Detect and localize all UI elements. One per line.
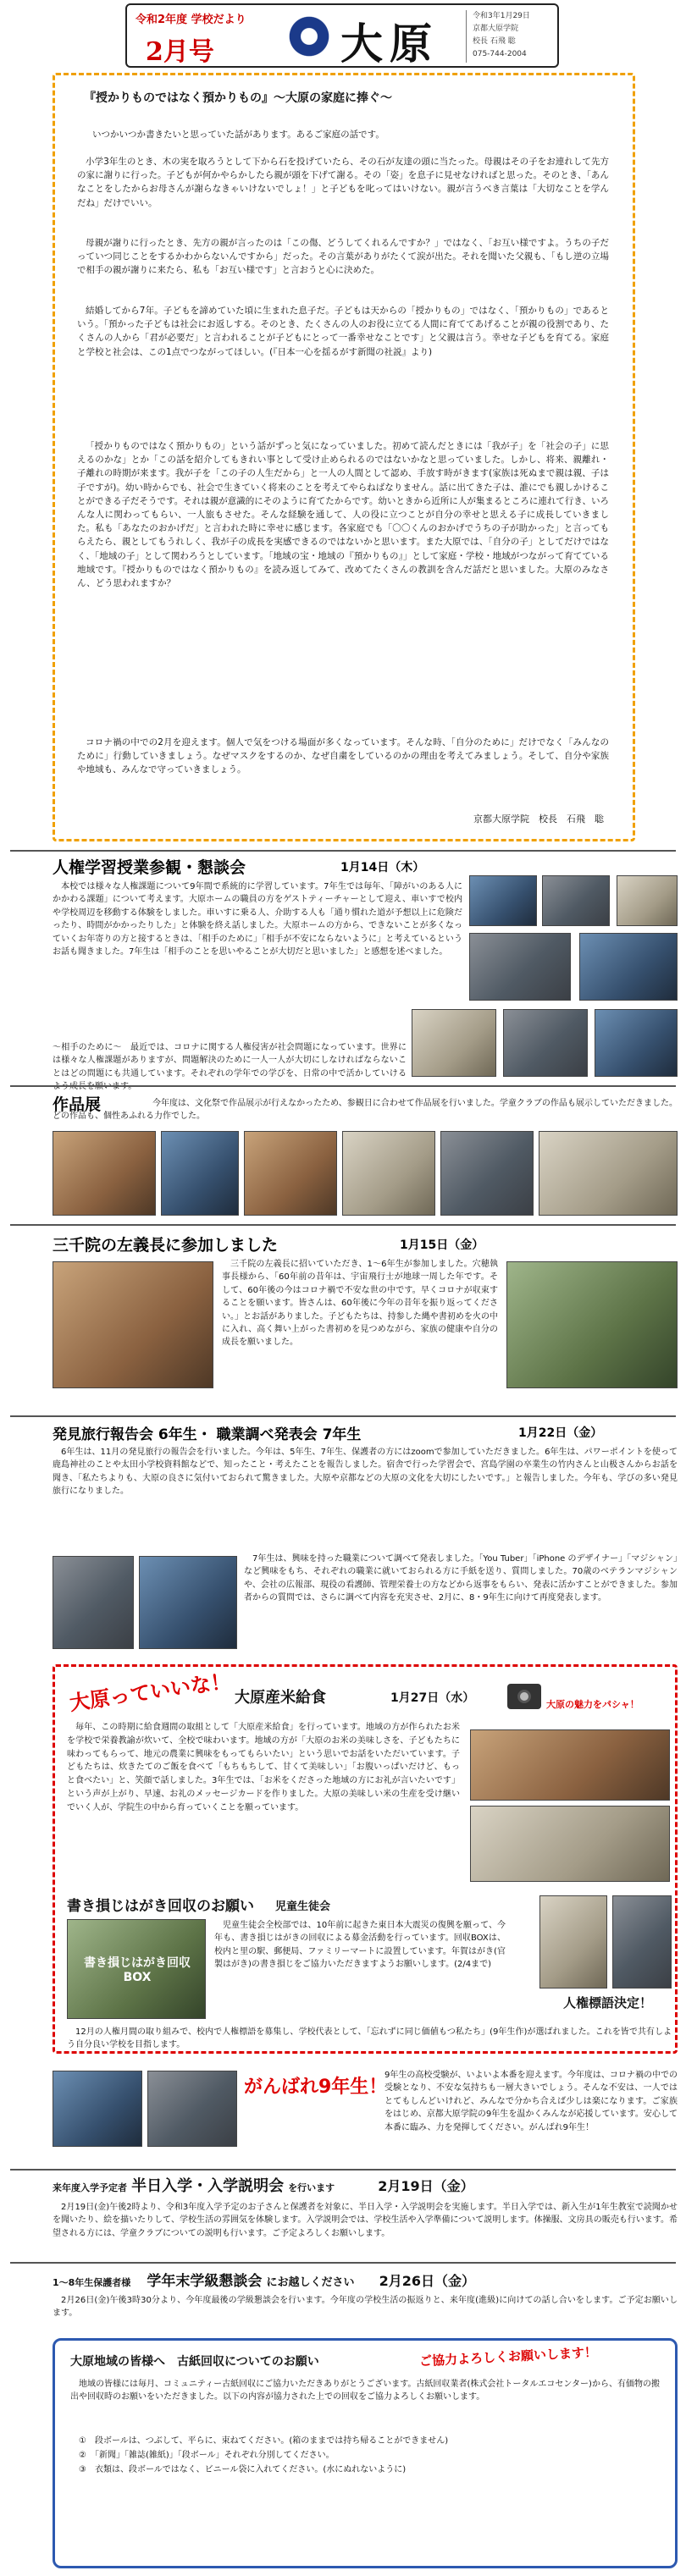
jinken-photo-6: [412, 1009, 496, 1077]
kondankai-date: 2月26日（金）: [379, 2273, 476, 2289]
jinken-photo-3: [617, 875, 678, 926]
hakken-body: 6年生は、11月の発見旅行の報告会を行いました。今年は、5年生、7年生、保護者の方にはzoomで参加していただきました。6年生は、パワーポイントを使って鹿島神社のことや太田小学校資料館などで、知ったこと・考えたことを報告しました。宿舎で行った学習会で、宮島学園の卒業生の竹内さんと山极さんからお話を聞き、「私たちよりも、大原の良さに気付いておられて驚きました。大原や京都などの大原の文化を大切にしたいです。」と報告しました。今年も、学びの多い発見旅行になりました。: [53, 1448, 678, 1497]
hannichi-title: 半日入学・入学説明会: [131, 2177, 285, 2195]
sanzenin-date: 1月15日（金）: [400, 1238, 484, 1252]
jinken-body-2: 〜相手のために〜 最近では、コロナに関する人権侵害が社会問題になっています。世界には様々な人権課題がありますが、問題解決のために一人一人が大切にしなければならないことはどの問題にも共通しています。それぞれの学年での学びを、日常の中で活かしていけるよう成長を願います。: [53, 1043, 407, 1092]
principal-essay-box: [53, 73, 635, 841]
hakken-body-2: 7年生は、興味を持った職業について調べて発表しました。「You Tuber」「iPhone のデザイナー」「マジシャン」など興味をもち、それぞれの職業に就いておられる方に手紙を送り、質問しました。70歳のベテランマジシャンや、会社の広報部、現役の看護師、管理栄養士の方などから返事をもらい、発表に活かすことができました。参加者からの質問では、さらに調べて内容を充実させ、2月に、8・9年生に向けて再度発表します。: [244, 1554, 678, 1603]
divider: [10, 850, 676, 852]
essay-paragraph: 「授かりものではなく預かりもの」という話がずっと気になっていました。初めて読んだときには「我が子」を「社会の子」に思えるのかな」とか「この話を紹介してもきれい事として受け止められるのではないかなと思っていました。しかし、将来、親離れ・子離れの時期が来ます。我が子を「この子の人生だから」と一人の人間として認め、手放す時がきます(家族は死ぬまで親は親、子は子ですが)。幼い時からでも、社会で生きていく将来のことを考えてやらねばなりません。話に出てきた子は、誰にでも親しかけることができる子だそうです。それは親が意識的にそのように育てたからです。幼いときから近所に人が集まるところに連れて行き、いろんな人に関わってもらい、一人旅もさせた。そんな経験を通して、人の役に立つことが自分の幸せと思える子に成長していきました。私も「あなたのおかげだ」と言われた時に幸せに感じます。各家庭でも「〇〇くんのおかげでうちの子が助かった」と言ってもらえたら、親としてもうれしく、我が子の成長を実感できるのではないかと思います。また大原では、「自分の子」としてだけではなく、「地域の子」として関わろうとしています。「地域の宝・地域の『預かりもの』」として家庭・学校・地域がつながって育てている地域です。『授かりものではなく預かりもの』を読み返してみて、改めてたくさんの教訓を含んだ話だと思いました。大原のみなさん、どう思われますか？: [77, 441, 609, 589]
kondankai-prefix: 1〜8年生保護者様: [53, 2277, 131, 2288]
essay-paragraph: 結婚してから7年。子どもを諦めていた頃に生まれた息子だ。子どもは天からの「授かりもの」ではなく、「預かりもの」であるという。「預かった子どもは社会にお返しする。そのとき、たくさんの人のお役に立てる人間に育ててあげることが親の役割であり、たくさんの人から「君が必要だ」と言われることが子どもにとって一番幸せなことです」と父親は言う。幸せな子どもを育てる。家庭と学校と社会は、この1点でつながってほしい。(『日本一心を揺るがす新聞の社説』より): [77, 306, 609, 357]
divider: [10, 1085, 676, 1087]
hagaki-photo: [67, 1919, 206, 2019]
month-label: 2月号: [146, 37, 214, 67]
essay-paragraph: 小学3年生のとき、木の実を取ろうとして下から石を投げていたら、その石が友達の頭に当たった。母親はその子をお連れして先方の家に謝りに行った。子どもが何かやらかしたら親が頭を下げて謝る。その「姿」を息子に見せなければと思った。そのとき、「あんなことをしたからお母さんが謝らなきゃいけないでしょ！」と子どもを叱ってはいけない。親が言うべき言葉は「大切なことを学んだね」だけでいい。: [77, 157, 609, 208]
divider: [10, 2169, 676, 2171]
hannichi-suffix: を行います: [288, 2182, 335, 2193]
local-news-box: [53, 1664, 678, 2054]
hannichi-prefix: 来年度入学予定者: [53, 2182, 127, 2193]
jinken-body: 本校では様々な人権課題について9年間で系統的に学習しています。7年生では毎年、「障がいのある人にかかわる課題」について考えます。大原ホームの職員の方をゲストティーチャーとして迎え、車いすで校内や学校周辺を移動する体験をしました。車いすに乗る人、介助する人も「通り慣れた道が予想以上に危険だったり、時間がかかったりした」と体験を終え話しました。大原ホームの方から、できないことが多くなっていくお年寄りの方と接するときは、「相手のために」「相手が不安にならないように」と考えているというお話も聞きました。7年生は「相手のことを思いやることが大切だと思いました」と感想を述べました。: [53, 882, 462, 957]
hagaki-body: 児童生徒会全校部では、10年前に起きた東日本大震災の復興を願って、今年も、書き損じはがきの回収による募金活動を行っています。回収BOXは、校内と里の駅、郵便局、ファミリーマートに設置しています。年賀はがき(官製はがき)の書き損じをご協力いただきますようお願いします。(2/4まで): [214, 1921, 506, 1970]
essay-title: 『授かりものではなく預かりもの』〜大原の家庭に捧ぐ〜: [84, 91, 392, 105]
hakken-photo-2: [139, 1556, 237, 1649]
phone-number: 075-744-2004: [473, 50, 527, 58]
ohara-photo-caption: 大原の魅力をパシャ！: [546, 1699, 639, 1710]
jinken-title: 人権学習授業参観・懇談会: [53, 858, 246, 877]
year-label: 令和2年度 学校だより: [136, 14, 246, 26]
sakuhin-photo-6: [539, 1131, 678, 1216]
sanzenin-title: 三千院の左義長に参加しました: [53, 1236, 279, 1255]
jinken-date: 1月14日（木）: [340, 861, 425, 874]
hannichi-date: 2月19日（金）: [378, 2178, 474, 2194]
hyogo-body: 12月の人権月間の取り組みで、校内で人権標語を募集し、学校代表として、「忘れずに同じ価値もつ私たち」(9年生作)が選ばれました。これを皆で共有しよう自分良い学校を目指します。: [67, 2027, 672, 2050]
principal-name: 校長 石飛 聡: [473, 37, 516, 46]
ohara-banner: 大原っていいな！: [68, 1669, 233, 1716]
issue-date: 令和3年1月29日: [473, 12, 530, 20]
sanzenin-photo-2: [506, 1261, 678, 1388]
hannichi-heading: [53, 2174, 678, 2198]
sakuhin-photo-1: [53, 1131, 156, 1216]
jinken-photo-1: [469, 875, 537, 926]
kyushoku-photo-2: [470, 1806, 670, 1882]
kondankai-heading: [53, 2269, 678, 2292]
essay-paragraph: コロナ禍の中での2月を迎えます。個人で気をつける場面が多くなっています。そんな時、「自分のために」だけでなく「みんなのために」行動していきましょう。なぜマスクをするのか、なぜ自粛をしているのかの理由を考えてみましょう。そして、自分や家族や地域も、みんなで守っていきましょう。: [77, 737, 609, 775]
school-emblem: [286, 14, 332, 59]
camera-lens: [517, 1690, 531, 1703]
essay-signature: 京都大原学院 校長 石飛 聡: [473, 814, 604, 825]
ninensei-photo-1: [53, 2071, 142, 2147]
school-full-name: 京都大原学院: [473, 25, 519, 33]
koshi-item: ② 「新聞」「雑誌(雑紙)」「段ボール」それぞれ分別してください。: [79, 2451, 335, 2460]
hagaki-org: 児童生徒会: [275, 1900, 331, 1913]
koshi-banner: ご協力よろしくお願いします！: [418, 2344, 598, 2369]
hagaki-photo-3: [612, 1895, 672, 1989]
hakken-date: 1月22日（金）: [518, 1426, 603, 1440]
koshi-box: [53, 2338, 678, 2568]
sakuhin-body: 今年度は、文化祭で作品展示が行えなかったため、参観日に合わせて作品展を行いました。学童クラブの作品も展示していただきました。どの作品も、個性あふれる力作でした。: [53, 1099, 678, 1122]
jinken-photo-8: [595, 1009, 678, 1077]
divider: [10, 1415, 676, 1417]
ninensei-body: 9年生の高校受験が、いよいよ本番を迎えます。今年度は、コロナ禍の中での受験となり、不安な気持ちも一層大きいでしょう。そんな不安は、一人ではとてもしんどいけれど、みんなで分かち合えば少しは楽になります。ご家族をはじめ、京都大原学院の9年生を温かくみんなが応援しています。安心して本番に臨み、力を発揮してください。がんばれ9年生！: [384, 2071, 678, 2132]
ninensei-banner: がんばれ9年生！: [244, 2077, 388, 2098]
jinken-photo-4: [469, 933, 571, 1001]
hyogo-title: 人権標語決定！: [563, 1995, 653, 2011]
hagaki-photo-2: [539, 1895, 607, 1989]
divider: [10, 2262, 676, 2264]
masthead: [125, 3, 559, 68]
sanzenin-photo-1: [53, 1261, 213, 1388]
hakken-photo-1: [53, 1556, 134, 1649]
hagaki-title: 書き損じはがき回収のお願い: [67, 1898, 254, 1915]
hannichi-body: 2月19日(金)午後2時より、令和3年度入学予定のお子さんと保護者を対象に、半日入学・入学説明会を実施します。半日入学では、新入生が1年生教室で読聞かせを聞いたり、絵を描いたりして、学校生活の雰囲気を体験します。入学説明会では、学校生活や入学準備について説明します。体操服、文房具の販売も行います。希望される方には、学童クラブについての説明も行います。ご予定よろしくお願いします。: [53, 2203, 678, 2238]
kyushoku-body: 毎年、この時期に給食週間の取組として「大原産米給食」を行っています。地域の方が作られたお米を学校で栄養教諭が炊いて、全校で味わいます。地域の方が「大原のお米の美味しさを、子どもたちに味わってもらって、地元の農業に興味をもってもらいたい」という思いでお話をいただいています。子どもたちは、炊きたてのご飯を食べて「もちもちして、甘くて美味しい」「お腹いっぱいだけど、もっと食べたい」と、笑顔で話しました。3年生では、「お米をくださった地域の方にお礼が言いたいです」という声が上がり、早速、お礼のメッセージカードを作りました。大原の美味しい米の生産を受け継いでいく人が、学院生の中から育っていくことを願っています。: [67, 1723, 460, 1812]
sakuhin-photo-3: [244, 1131, 337, 1216]
camera-icon: [507, 1684, 541, 1709]
koshi-item: ① 段ボールは、つぶして、平らに、束ねてください。(箱のままでは持ち帰ることができません): [79, 2436, 449, 2446]
divider: [10, 1224, 676, 1226]
sakuhin-photo-5: [440, 1131, 534, 1216]
jinken-photo-7: [503, 1009, 588, 1077]
hakken-title: 発見旅行報告会 6年生・ 職業調べ発表会 7年生: [53, 1426, 362, 1443]
school-name: 大原: [340, 19, 439, 69]
ninensei-photo-2: [147, 2071, 237, 2147]
essay-paragraph: いつかいつか書きたいと思っていた話があります。あるご家庭の話です。: [92, 130, 384, 140]
koshi-item: ③ 衣類は、段ボールではなく、ビニール袋に入れてください。(水にぬれないように): [79, 2465, 407, 2474]
sakuhin-photo-4: [342, 1131, 435, 1216]
jinken-photo-5: [579, 933, 678, 1001]
header-info: [473, 10, 530, 61]
kyushoku-title: 大原産米給食: [235, 1689, 326, 1707]
sanzenin-body: 三千院の左義長に招いていただき、1〜6年生が参加しました。穴穂執事長様から、「60年前の昔年は、宇宙飛行士が地球一周した年です。そして、60年後の今はコロナ禍で不安な世の中です。早くコロナが収束することを願います。皆さんは、60年後に今年の昔年を振り返ってください。」とお話がありました。子どもたちは、持参した縄や書初めを火の中に入れ、高く舞い上がった書初めを見つめながら、家族の健康や自分の成長を願いました。: [222, 1260, 498, 1348]
sakuhin-title: 作品展: [53, 1095, 102, 1114]
kyushoku-photo-1: [470, 1729, 670, 1801]
kondankai-suffix: にお越しください: [266, 2276, 355, 2289]
kondankai-body: 2月26日(金)午後3時30分より、今年度最後の学級懇談会を行います。今年度の学校生活の振返りと、来年度(進級)に向けての話し合いをします。ご予定お願いします。: [53, 2296, 678, 2319]
kyushoku-date: 1月27日（水）: [390, 1691, 475, 1705]
koshi-list: [79, 2434, 663, 2477]
koshi-title: 大原地域の皆様へ 古紙回収についてのお願い: [70, 2355, 319, 2369]
kondankai-title: 学年末学級懇談会: [147, 2273, 263, 2290]
koshi-intro: 地域の皆様には毎月、コミュニティー古紙回収にご協力いただきありがとうございます。古紙回収業者(株式会社トータルエコセンター)から、有価物の搬出や回収時のお願いをいただきました。以下の内容が協力された上での回収をご協力よろしくお願いします。: [70, 2380, 660, 2402]
sakuhin-photo-2: [161, 1131, 239, 1216]
jinken-photo-2: [542, 875, 610, 926]
essay-paragraph: 母親が謝りに行ったとき、先方の親が言ったのは「この傷、どうしてくれるんですか？」ではなく、「お互い様ですよ。うちの子だっていつ同じことをするかわからないんですから」だった。その言葉がありがたくて涙が出た。それを聞いた父親も、「もし逆の立場で相手の親が謝りに来たら、私も「お互い様です」と言おうと心に決めた。: [77, 238, 609, 276]
hagaki-photo-text: 書き損じはがき回収BOX: [84, 1956, 191, 1984]
header-divider: [466, 10, 467, 63]
